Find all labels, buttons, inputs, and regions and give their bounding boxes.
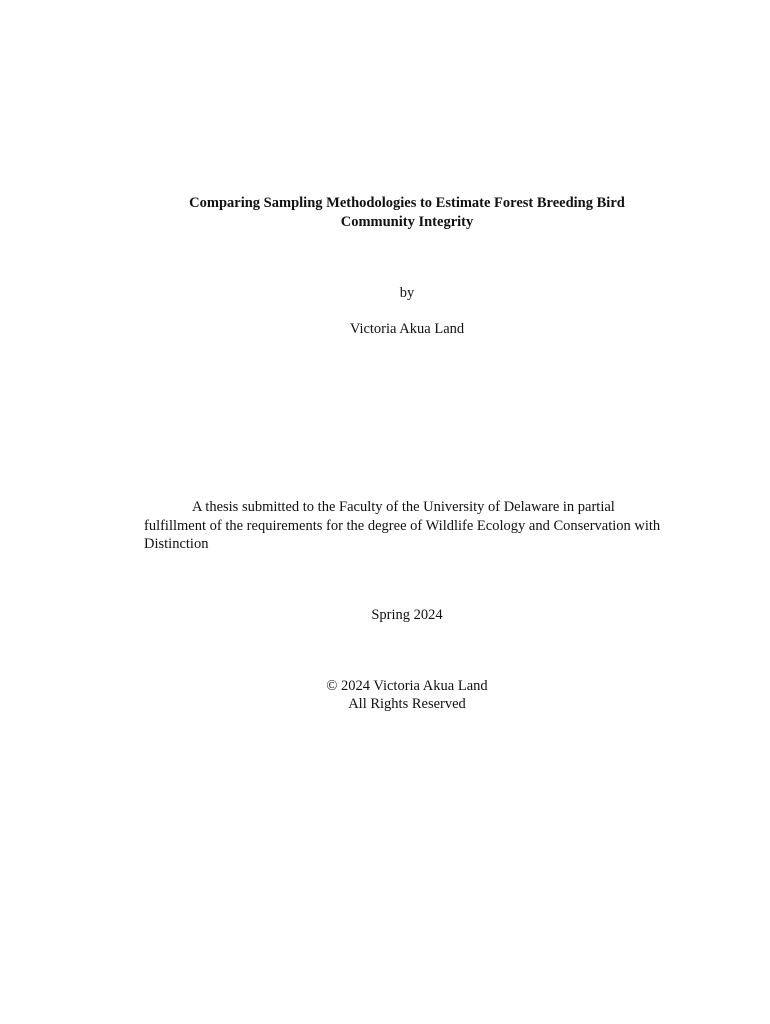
thesis-statement [144, 498, 664, 554]
submission-date: Spring 2024 [371, 607, 443, 623]
author-name: Victoria Akua Land [349, 321, 465, 337]
thesis-title-line-1: Comparing Sampling Methodologies to Estimate Forest Breeding Bird [189, 195, 625, 211]
thesis-title [140, 194, 674, 232]
thesis-statement-text: A thesis submitted to the Faculty of the University of Delaware in partial fulfillment of the requirements for the degree of Wildlife Ecology and Conservation with Distinction [144, 499, 661, 552]
rights-notice: All Rights Reserved [348, 696, 466, 712]
copyright-notice: © 2024 Victoria Akua Land [326, 678, 488, 694]
by-label: by [399, 285, 415, 301]
thesis-title-line-2: Community Integrity [340, 214, 474, 230]
